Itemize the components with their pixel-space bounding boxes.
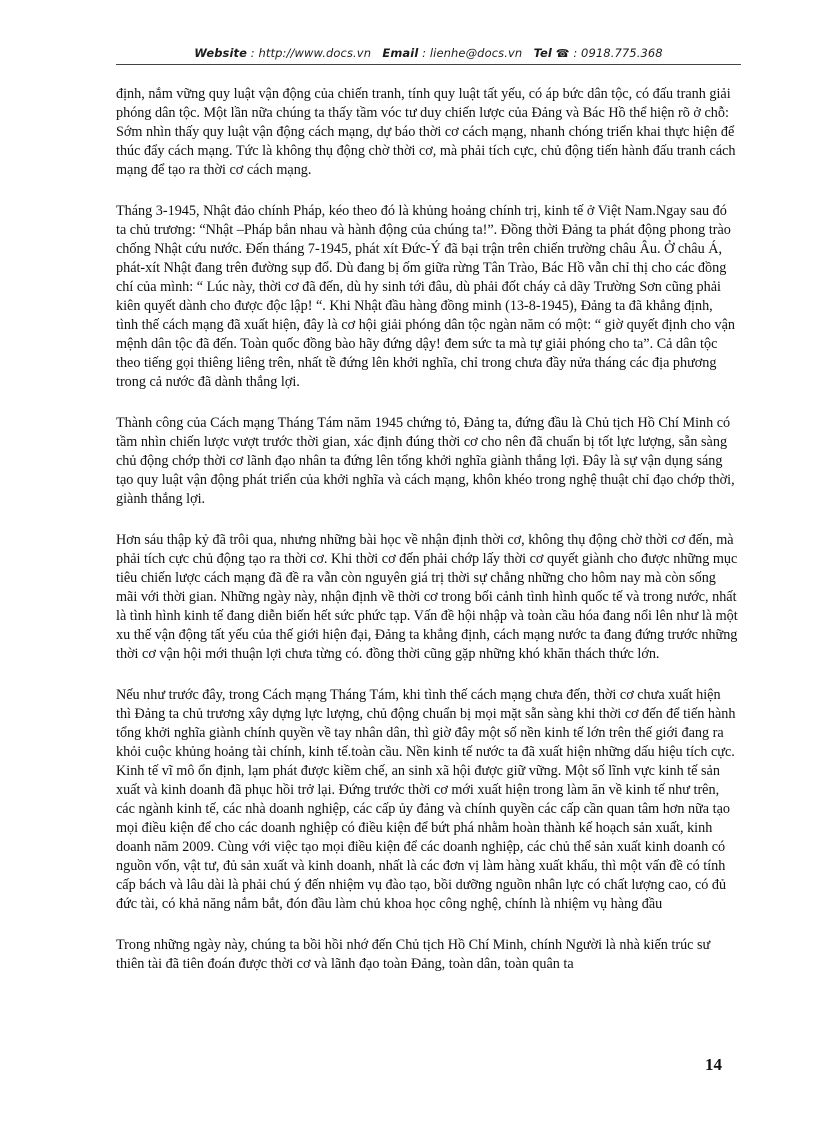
paragraph-6: Trong những ngày này, chúng ta bồi hồi nhớ đến Chủ tịch Hồ Chí Minh, chính Người là nhà kiến trúc sư thiên tài đã tiên đoán được thời cơ và lãnh đạo toàn Đảng, toàn dân, toàn quân ta xyxy=(116,937,711,972)
tel-label: Tel xyxy=(533,46,552,60)
paragraph-5: Nếu như trước đây, trong Cách mạng Tháng Tám, khi tình thế cách mạng chưa đến, thời cơ chưa xuất hiện thì Đảng ta chủ trương xây dựng lực lượng, chủ động chuẩn bị mọi mặt sẵn sàng khi thời cơ đến để tiến hành tổng khởi nghĩa giành chính quyền về tay nhân dân, thì giờ đây một số nền kinh tế lớn trên thế giới đang ra khỏi cuộc khủng hoảng tài chính, kinh tế.toàn cầu. Nền kinh tế nước ta đã xuất hiện những dấu hiệu tích cực. Kinh tế vĩ mô ổn định, lạm phát được kiềm chế, an sinh xã hội được giữ vững. Một số lĩnh vực kinh tế sản xuất và kinh doanh đã phục hồi trở lại. Đứng trước thời cơ mới xuất hiện trong làm ăn về kinh tế như trên, các ngành kinh tế, các nhà doanh nghiệp, các cấp ủy đảng và chính quyền các cấp cần quan tâm hơn nữa tạo mọi điều kiện để cho các doanh nghiệp có điều kiện để bứt phá nhằm hoàn thành kế hoạch sản xuất, kinh doanh năm 2009. Cùng với việc tạo mọi điều kiện để các doanh nghiệp, các chủ thể sản xuất kinh doanh có nguồn vốn, vật tư, đủ sản xuất và kinh doanh, nhất là các đơn vị làm hàng xuất khẩu, thì một vấn đề có tính cấp bách và lâu dài là phải chú ý đến nhiệm vụ đào tạo, bồi dưỡng nguồn nhân lực có chất lượng cao, có đủ đức tài, có khả năng nắm bắt, đón đầu làm chủ khoa học công nghệ, chính là nhiệm vụ hàng đầu xyxy=(116,687,736,912)
page-header xyxy=(116,46,741,65)
website-url: : http://www.docs.vn xyxy=(250,46,372,60)
paragraph-1: định, nắm vững quy luật vận động của chiến tranh, tính quy luật tất yếu, có áp bức dân tộc, có đấu tranh giải phóng dân tộc. Một lần nữa chúng ta thấy tầm vóc tư duy chiến lược của Đảng và Bác Hồ thể hiện rõ ở chỗ: Sớm nhìn thấy quy luật vận động cách mạng, dự báo thời cơ cách mạng, nhanh chóng triển khai thực hiện để thúc đẩy cách mạng. Tức là không thụ động chờ thời cơ, mà phải tích cực, chủ động tiến hành đấu tranh cách mạng để tạo ra thời cơ cách mạng. xyxy=(116,86,736,178)
paragraph-3: Thành công của Cách mạng Tháng Tám năm 1945 chứng tỏ, Đảng ta, đứng đầu là Chủ tịch Hồ Chí Minh có tầm nhìn chiến lược vượt trước thời gian, xác định đúng thời cơ cho nên đã chuẩn bị tốt lực lượng, sẵn sàng chủ động chớp thời cơ lãnh đạo nhân ta đứng lên tổng khởi nghĩa giành thắng lợi. Đây là sự vận dụng sáng tạo quy luật vận động phát triển của khởi nghĩa và cách mạng, khôn khéo trong nghệ thuật chỉ đạo chớp thời, giành thắng lợi. xyxy=(116,415,735,507)
telephone-icon: ☎ xyxy=(555,47,570,60)
paragraph-4: Hơn sáu thập kỷ đã trôi qua, nhưng những bài học về nhận định thời cơ, không thụ động chờ thời cơ đến, mà phải tích cực chủ động tạo ra thời cơ. Khi thời cơ đến phải chớp lấy thời cơ quyết giành cho được những mục tiêu chiến lược cách mạng đã đề ra vẫn còn nguyên giá trị thời sự chẳng những cho hôm nay mà còn sống mãi với thời gian. Những ngày này, nhận định về thời cơ trong bối cảnh tình hình quốc tế và trong nước, nhất là tình hình kinh tế đang diễn biến hết sức phức tạp. Vấn đề hội nhập và toàn cầu hóa đang nổi lên như là một xu thế vận động tất yếu của thế giới hiện đại, Đảng ta khẳng định, cách mạng nước ta đang đứng trước những thời cơ vận hội mới thuận lợi chưa từng có. đồng thời cũng gặp những khó khăn thách thức lớn. xyxy=(116,532,738,662)
page-number: 14 xyxy=(705,1055,722,1074)
email-label: Email xyxy=(382,46,419,60)
email-value: : lienhe@docs.vn xyxy=(422,46,523,60)
tel-value: : 0918.775.368 xyxy=(573,46,663,60)
document-body xyxy=(116,85,738,996)
website-label: Website xyxy=(194,46,248,60)
paragraph-2: Tháng 3-1945, Nhật đảo chính Pháp, kéo theo đó là khủng hoảng chính trị, kinh tế ở Việt Nam.Ngay sau đó ta chủ trương: “Nhật –Pháp bắn nhau và hành động của chúng ta!”. Đồng thời Đảng ta phát động phong trào chống Nhật cứu nước. Đến tháng 7-1945, phát xít Đức-Ý đã bại trận trên chiến trường châu Âu. Ở châu Á, phát-xít Nhật đang trên đường sụp đổ. Dù đang bị ốm giữa rừng Tân Trào, Bác Hồ vẫn chỉ thị cho các đồng chí của mình: “ Lúc này, thời cơ đã đến, dù hy sinh tới đâu, dù phải đốt cháy cả dãy Trường Sơn cũng phải kiên quyết dành cho được độc lập! “. Khi Nhật đầu hàng đồng minh (13-8-1945), Đảng ta đã khẳng định, tình thế cách mạng đã xuất hiện, đây là cơ hội giải phóng dân tộc ngàn năm có một: “ giờ quyết định cho vận mệnh dân tộc đã đến. Toàn quốc đồng bào hãy đứng dậy! đem sức ta mà tự giải phóng cho ta”. Cả dân tộc theo tiếng gọi thiêng liêng trên, nhất tề đứng lên khởi nghĩa, chỉ trong chưa đầy nửa tháng các địa phương trong cả nước đã dành thắng lợi. xyxy=(116,203,735,390)
